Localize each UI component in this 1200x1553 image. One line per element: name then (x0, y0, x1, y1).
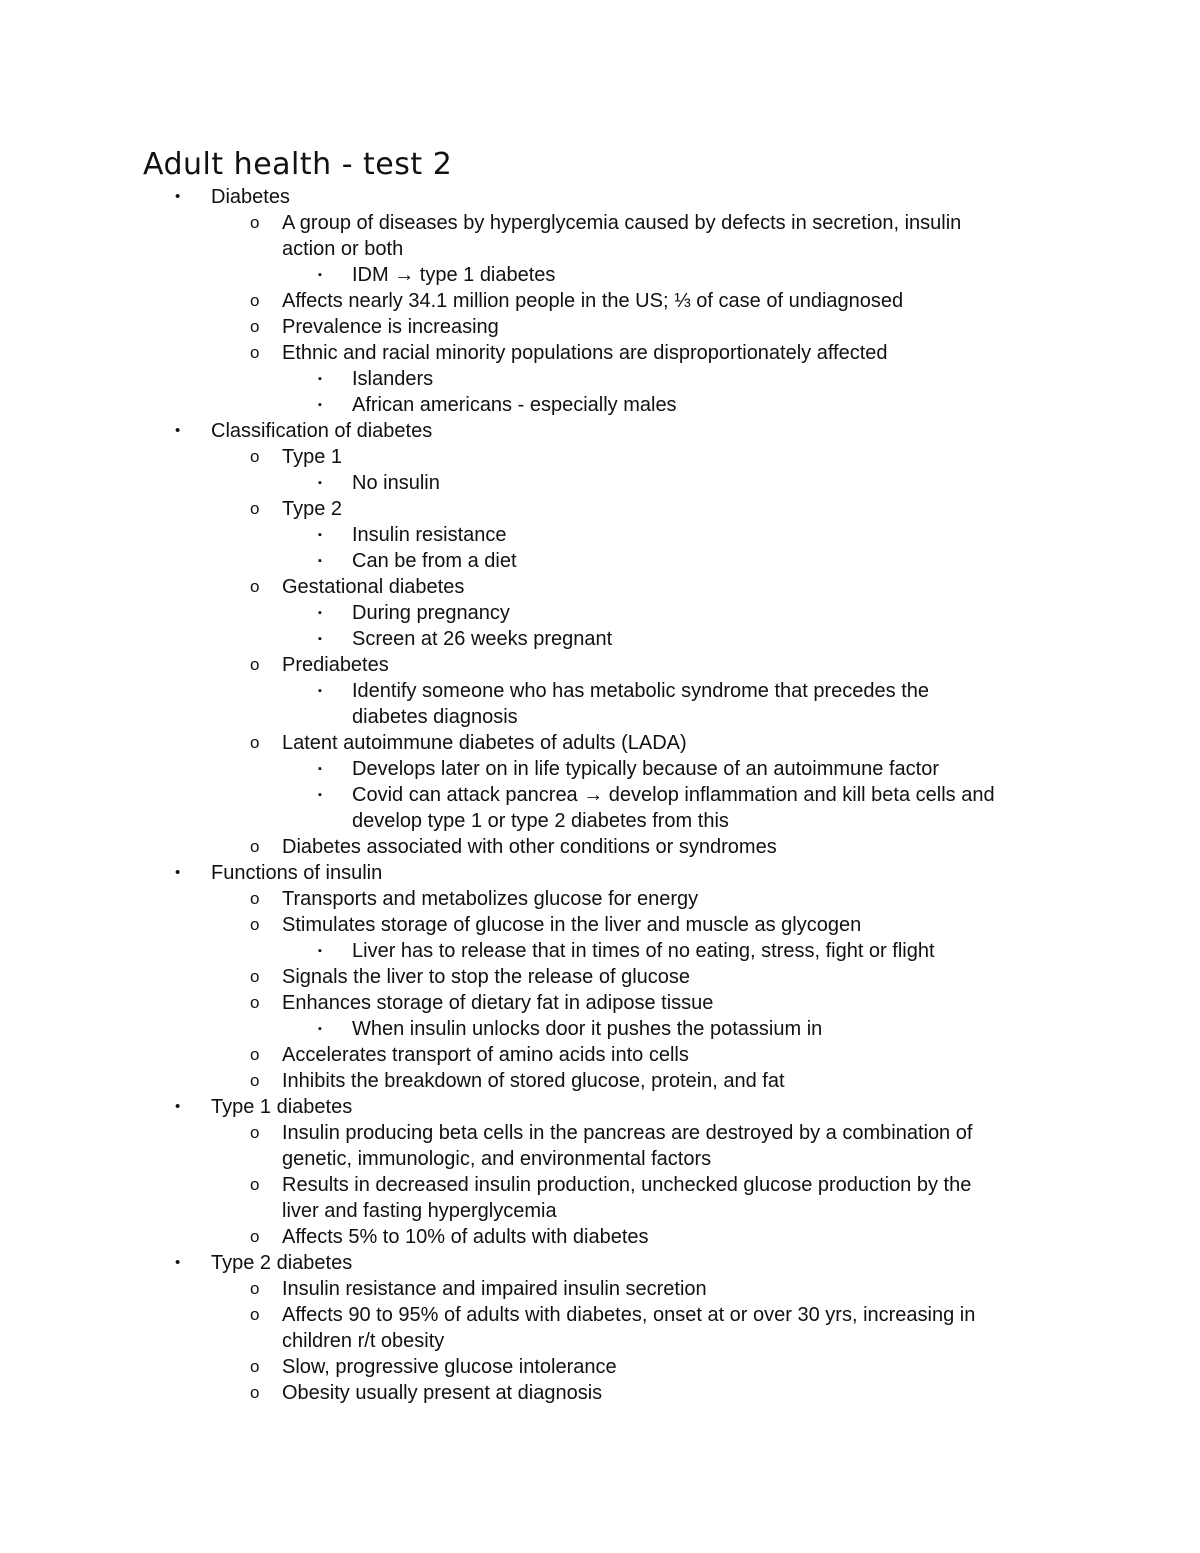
bullet-marker-level-1: • (175, 1254, 181, 1271)
outline-item-text: children r/t obesity (282, 1330, 445, 1352)
outline-item-text: Functions of insulin (211, 862, 383, 884)
outline-item-text: Islanders (352, 368, 434, 390)
outline-item-text: Accelerates transport of amino acids into cells (282, 1044, 689, 1066)
bullet-marker-level-2: o (250, 967, 260, 986)
bullet-marker-level-2: o (250, 1175, 260, 1194)
outline-item-text: Transports and metabolizes glucose for energy (282, 888, 699, 910)
outline-item-level-1 (0, 860, 1200, 886)
bullet-marker-level-2: o (250, 733, 260, 752)
outline-item-level-2 (0, 912, 1200, 938)
outline-item-level-3 (0, 1016, 1200, 1042)
outline-item-level-1 (0, 184, 1200, 210)
outline-item-level-2 (0, 340, 1200, 366)
bullet-marker-level-2: o (250, 499, 260, 518)
outline-item-text: Screen at 26 weeks pregnant (352, 628, 613, 650)
bullet-marker-level-2: o (250, 889, 260, 908)
outline-item-text: A group of diseases by hyperglycemia caused by defects in secretion, insulin (282, 212, 962, 234)
outline-item-text: Stimulates storage of glucose in the liver and muscle as glycogen (282, 914, 862, 936)
bullet-marker-level-3: ▪ (318, 555, 322, 567)
bullet-marker-level-3: ▪ (318, 477, 322, 489)
outline-item-level-2 (0, 730, 1200, 756)
outline-item-level-3 (0, 522, 1200, 548)
bullet-marker-level-3: ▪ (318, 789, 322, 801)
outline-item-text: Identify someone who has metabolic syndrome that precedes the (352, 680, 929, 702)
outline-item-level-3 (0, 548, 1200, 574)
outline-item-level-2 (0, 886, 1200, 912)
outline-item-text: Signals the liver to stop the release of glucose (282, 966, 691, 988)
outline-item-level-3 (0, 678, 1200, 704)
page-title: Adult health - test 2 (143, 147, 453, 182)
bullet-marker-level-1: • (175, 864, 181, 881)
bullet-marker-level-3: ▪ (318, 529, 322, 541)
outline-item-text: Affects nearly 34.1 million people in the US; ⅓ of case of undiagnosed (282, 290, 904, 312)
outline-item-text: IDM → type 1 diabetes (352, 264, 556, 286)
bullet-marker-level-3: ▪ (318, 269, 322, 281)
outline-item-text: No insulin (352, 472, 440, 494)
outline-item-text: Can be from a diet (352, 550, 517, 572)
bullet-marker-level-1: • (175, 188, 181, 205)
bullet-marker-level-2: o (250, 1383, 260, 1402)
bullet-marker-level-2: o (250, 915, 260, 934)
outline-item-text: Gestational diabetes (282, 576, 465, 598)
outline-item-text: Type 1 diabetes (211, 1096, 353, 1118)
outline-line-continuation (0, 1146, 1200, 1172)
bullet-marker-level-2: o (250, 655, 260, 674)
outline-item-level-2 (0, 444, 1200, 470)
outline-item-text: diabetes diagnosis (352, 706, 518, 728)
outline-line-continuation (0, 236, 1200, 262)
outline-item-level-2 (0, 1302, 1200, 1328)
notes-outline (0, 184, 1200, 1406)
bullet-marker-level-3: ▪ (318, 1023, 322, 1035)
outline-item-level-2 (0, 314, 1200, 340)
bullet-marker-level-2: o (250, 343, 260, 362)
outline-line-continuation (0, 1328, 1200, 1354)
outline-item-text: Type 2 diabetes (211, 1252, 353, 1274)
outline-item-level-2 (0, 652, 1200, 678)
outline-item-text: Diabetes associated with other conditions or syndromes (282, 836, 777, 858)
bullet-marker-level-3: ▪ (318, 685, 322, 697)
outline-item-level-2 (0, 834, 1200, 860)
outline-item-level-2 (0, 1120, 1200, 1146)
outline-item-level-2 (0, 574, 1200, 600)
outline-item-level-2 (0, 1042, 1200, 1068)
outline-item-text: African americans - especially males (352, 394, 677, 416)
outline-item-level-3 (0, 262, 1200, 288)
outline-item-text: Develops later on in life typically because of an autoimmune factor (352, 758, 939, 780)
bullet-marker-level-2: o (250, 837, 260, 856)
outline-line-continuation (0, 704, 1200, 730)
outline-item-text: liver and fasting hyperglycemia (282, 1200, 557, 1222)
outline-item-text: Enhances storage of dietary fat in adipose tissue (282, 992, 714, 1014)
bullet-marker-level-2: o (250, 1357, 260, 1376)
outline-item-level-2 (0, 1380, 1200, 1406)
outline-item-level-2 (0, 210, 1200, 236)
outline-item-text: Obesity usually present at diagnosis (282, 1382, 603, 1404)
outline-item-text: genetic, immunologic, and environmental factors (282, 1148, 712, 1170)
bullet-marker-level-2: o (250, 213, 260, 232)
outline-item-level-2 (0, 1224, 1200, 1250)
outline-item-text: develop type 1 or type 2 diabetes from this (352, 810, 729, 832)
outline-item-text: action or both (282, 238, 404, 260)
outline-item-text: Prediabetes (282, 654, 389, 676)
outline-item-text: During pregnancy (352, 602, 510, 624)
bullet-marker-level-2: o (250, 291, 260, 310)
outline-item-level-3 (0, 392, 1200, 418)
outline-item-text: Type 2 (282, 498, 343, 520)
outline-item-level-2 (0, 1172, 1200, 1198)
outline-item-text: Results in decreased insulin production, unchecked glucose production by the (282, 1174, 972, 1196)
outline-item-level-3 (0, 938, 1200, 964)
outline-item-text: Affects 5% to 10% of adults with diabetes (282, 1226, 649, 1248)
bullet-marker-level-3: ▪ (318, 373, 322, 385)
bullet-marker-level-2: o (250, 447, 260, 466)
bullet-marker-level-2: o (250, 1071, 260, 1090)
bullet-marker-level-2: o (250, 1123, 260, 1142)
bullet-marker-level-2: o (250, 993, 260, 1012)
outline-item-text: Classification of diabetes (211, 420, 433, 442)
outline-item-text: Insulin resistance (352, 524, 507, 546)
outline-item-level-1 (0, 1094, 1200, 1120)
outline-item-text: Latent autoimmune diabetes of adults (LADA) (282, 732, 687, 754)
bullet-marker-level-2: o (250, 1045, 260, 1064)
outline-item-level-2 (0, 1276, 1200, 1302)
outline-item-level-2 (0, 990, 1200, 1016)
outline-item-text: Affects 90 to 95% of adults with diabetes, onset at or over 30 yrs, increasing in (282, 1304, 976, 1326)
outline-item-level-3 (0, 782, 1200, 808)
outline-item-text: Inhibits the breakdown of stored glucose, protein, and fat (282, 1070, 785, 1092)
outline-item-text: Type 1 (282, 446, 343, 468)
bullet-marker-level-3: ▪ (318, 945, 322, 957)
outline-item-level-1 (0, 1250, 1200, 1276)
outline-item-text: When insulin unlocks door it pushes the potassium in (352, 1018, 823, 1040)
bullet-marker-level-2: o (250, 317, 260, 336)
outline-item-level-3 (0, 470, 1200, 496)
outline-item-text: Prevalence is increasing (282, 316, 499, 338)
outline-item-level-3 (0, 756, 1200, 782)
outline-line-continuation (0, 1198, 1200, 1224)
outline-item-level-2 (0, 288, 1200, 314)
bullet-marker-level-2: o (250, 577, 260, 596)
bullet-marker-level-2: o (250, 1227, 260, 1246)
outline-item-level-2 (0, 1068, 1200, 1094)
outline-item-level-3 (0, 626, 1200, 652)
bullet-marker-level-2: o (250, 1305, 260, 1324)
outline-item-text: Covid can attack pancrea → develop inflammation and kill beta cells and (352, 784, 995, 806)
outline-item-level-1 (0, 418, 1200, 444)
bullet-marker-level-3: ▪ (318, 633, 322, 645)
outline-item-text: Insulin resistance and impaired insulin secretion (282, 1278, 707, 1300)
outline-item-text: Liver has to release that in times of no eating, stress, fight or flight (352, 940, 935, 962)
outline-item-text: Insulin producing beta cells in the pancreas are destroyed by a combination of (282, 1122, 973, 1144)
bullet-marker-level-3: ▪ (318, 607, 322, 619)
outline-item-level-2 (0, 496, 1200, 522)
outline-item-level-2 (0, 964, 1200, 990)
bullet-marker-level-1: • (175, 422, 181, 439)
bullet-marker-level-2: o (250, 1279, 260, 1298)
outline-item-text: Ethnic and racial minority populations are disproportionately affected (282, 342, 888, 364)
bullet-marker-level-3: ▪ (318, 763, 322, 775)
outline-item-level-3 (0, 600, 1200, 626)
outline-line-continuation (0, 808, 1200, 834)
bullet-marker-level-1: • (175, 1098, 181, 1115)
outline-item-level-2 (0, 1354, 1200, 1380)
outline-item-level-3 (0, 366, 1200, 392)
bullet-marker-level-3: ▪ (318, 399, 322, 411)
outline-item-text: Slow, progressive glucose intolerance (282, 1356, 617, 1378)
outline-item-text: Diabetes (211, 186, 290, 208)
